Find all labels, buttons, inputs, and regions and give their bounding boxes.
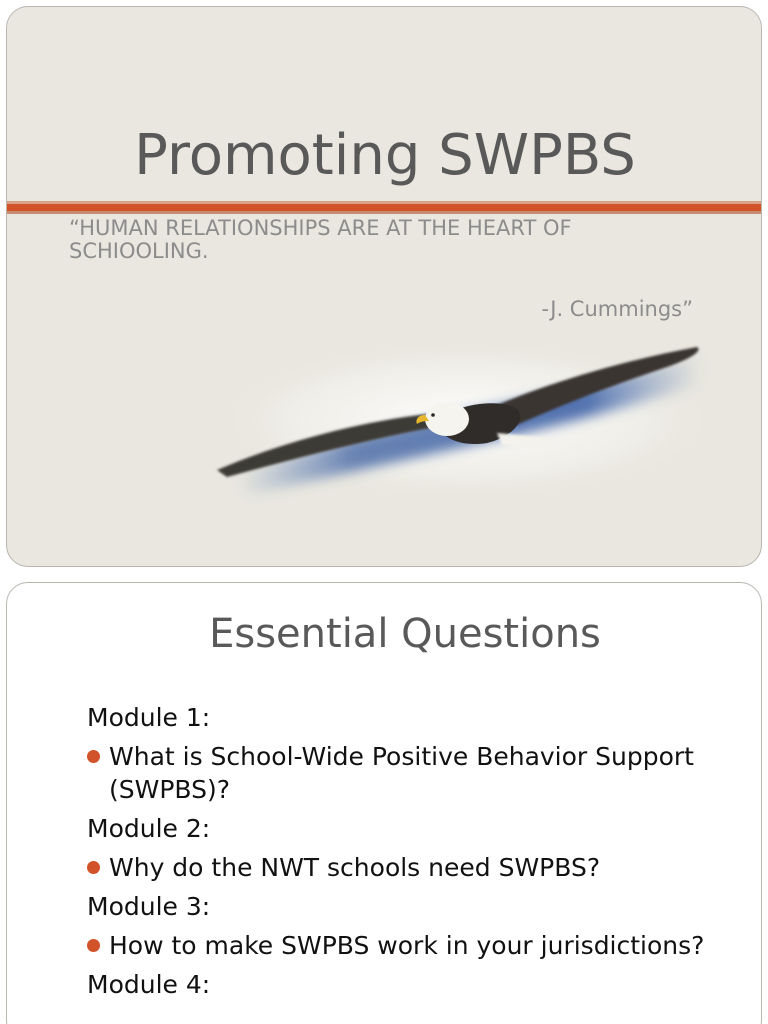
slide-title: Promoting SWPBS bbox=[134, 123, 636, 188]
module-label: Module 2: bbox=[87, 814, 211, 843]
module-label: Module 3: bbox=[87, 892, 211, 921]
list-item bbox=[87, 851, 707, 884]
list-item bbox=[87, 929, 707, 962]
quote-attribution: -J. Cummings” bbox=[541, 297, 693, 321]
essential-questions-slide[interactable] bbox=[6, 582, 762, 1024]
module-label: Module 4: bbox=[87, 970, 211, 999]
eagle-icon bbox=[197, 325, 717, 505]
question-text: Why do the NWT schools need SWPBS? bbox=[109, 853, 601, 882]
bullet-dot-icon bbox=[87, 861, 100, 874]
questions-list bbox=[87, 701, 707, 1007]
module-label: Module 1: bbox=[87, 703, 211, 732]
slide-title: Essential Questions bbox=[209, 611, 601, 657]
list-item bbox=[87, 740, 707, 806]
title-slide[interactable] bbox=[6, 6, 762, 567]
quote-line-1: “HUMAN RELATIONSHIPS ARE AT THE HEART OF bbox=[69, 216, 572, 240]
question-text: How to make SWPBS work in your jurisdictions? bbox=[109, 931, 705, 960]
quote-text bbox=[69, 217, 669, 263]
quote-line-2: SCHIOOLING. bbox=[69, 239, 209, 263]
bullet-dot-icon bbox=[87, 750, 100, 763]
bullet-dot-icon bbox=[87, 939, 100, 952]
accent-rule bbox=[7, 201, 762, 215]
question-text: What is School-Wide Positive Behavior Support (SWPBS)? bbox=[109, 742, 694, 804]
